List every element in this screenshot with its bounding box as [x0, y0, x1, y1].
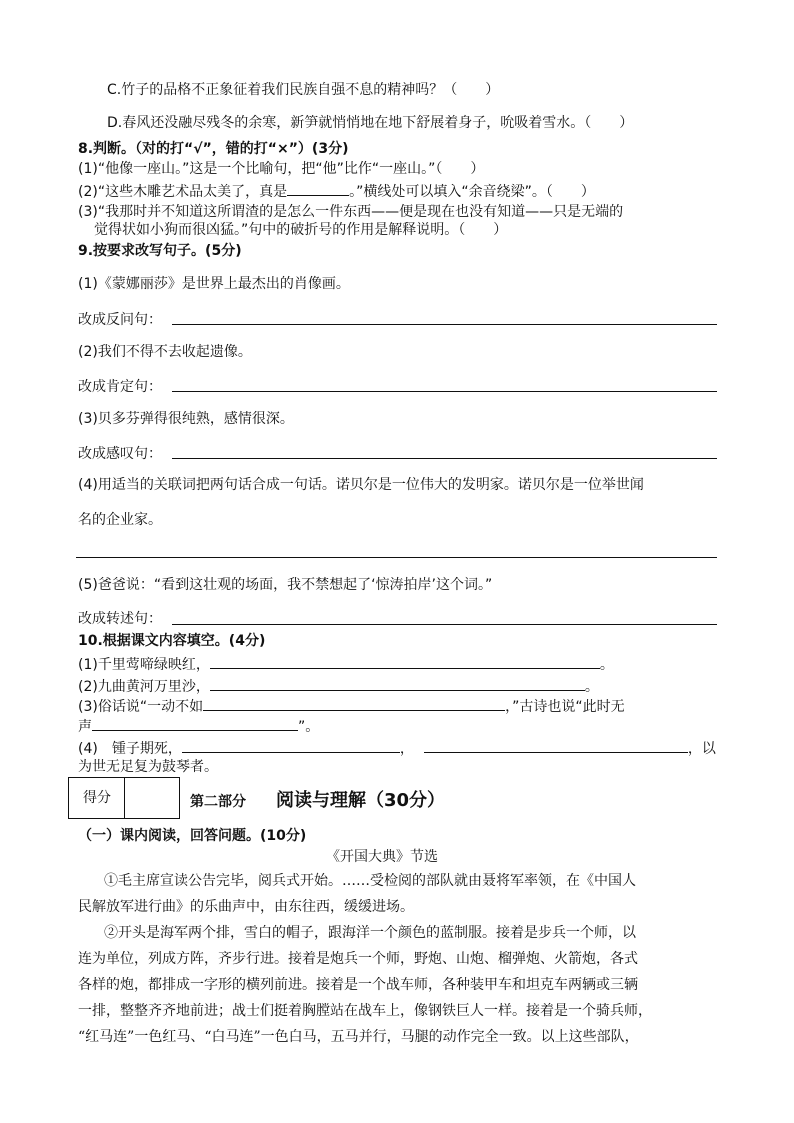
q9-title: 9.按要求改写句子。(5分)	[78, 243, 242, 259]
q8-item-2-blank[interactable]	[287, 181, 349, 196]
q10-blank-1[interactable]	[210, 654, 600, 669]
q10-line-1-end: 。	[599, 657, 614, 673]
passage-line: ②开头是海军两个排，雪白的帽子，跟海洋一个颜色的蓝制服。接着是步兵一个师，以	[104, 925, 636, 941]
q10-line-3-text-d: ”。	[298, 719, 320, 735]
q7-option-d: D.春风还没融尽残冬的余寒，新笋就悄悄地在地下舒展着身子，吮吸着雪水。（ ）	[107, 115, 634, 131]
q9-prompt-1: 改成反问句：	[78, 312, 162, 328]
passage-line: 各样的炮，都排成一字形的横列前进。接着是一个战车师，各种装甲车和坦克车两辆或三辆	[78, 977, 638, 993]
q9-answer-line-5[interactable]	[172, 624, 717, 625]
q8-item-3-line-2: 觉得状如小狗而很凶猛。”句中的破折号的作用是解释说明。（ ）	[94, 222, 508, 238]
passage-line: 连为单位，列成方阵，齐步行进。接着是炮兵一个师，野炮、山炮、榴弹炮、火箭炮，各式	[78, 951, 638, 967]
q9-prompt-3: 改成感叹句：	[78, 446, 162, 462]
section-title: 阅读与理解（30分）	[276, 790, 446, 811]
q10-line-2-text: (2)九曲黄河万里沙，	[78, 679, 210, 695]
q9-prompt-5: 改成转述句：	[78, 611, 162, 627]
q9-sentence-2: (2)我们不得不去收起遗像。	[78, 344, 252, 360]
passage-line: 民解放军进行曲》的乐曲声中，由东往西，缓缓进场。	[78, 899, 414, 915]
q10-line-3	[78, 696, 625, 716]
q10-line-3-text-a: (3)俗话说“一动不如	[78, 699, 204, 715]
q10-blank-2[interactable]	[210, 676, 585, 691]
q10-blank-3[interactable]	[203, 696, 505, 711]
q10-line-1-text: (1)千里莺啼绿映红，	[78, 657, 210, 673]
q10-blank-4[interactable]	[92, 716, 298, 731]
q8-item-1: (1)“他像一座山。”这是一个比喻句，把“他”比作“一座山。”（ ）	[78, 161, 485, 177]
q10-line-4-cont: 为世无足复为鼓琴者。	[78, 759, 218, 775]
q8-title: 8.判断。（对的打“√”，错的打“×”）(3分)	[78, 141, 349, 157]
q10-title: 10.根据课文内容填空。(4分)	[78, 633, 266, 649]
passage-title: 《开国大典》节选	[326, 849, 438, 865]
q10-line-3-cont	[78, 716, 319, 736]
score-box	[68, 777, 180, 819]
q10-line-4-text-b: ，	[399, 741, 414, 757]
q8-item-2	[78, 181, 595, 201]
reading-heading: （一）课内阅读，回答问题。(10分)	[78, 828, 307, 844]
passage-line: 一排，整整齐齐地前进；战士们挺着胸膛站在战车上，像钢铁巨人一样。接着是一个骑兵师，	[78, 1003, 652, 1019]
q10-line-3-text-c: 声	[78, 719, 92, 735]
q9-sentence-4-line-2: 名的企业家。	[78, 512, 162, 528]
q10-line-2-end: 。	[584, 679, 599, 695]
q9-sentence-4-line-1: (4)用适当的关联词把两句话合成一句话。诺贝尔是一位伟大的发明家。诺贝尔是一位举世闻	[78, 477, 644, 493]
q9-sentence-1: (1)《蒙娜丽莎》是世界上最杰出的肖像画。	[78, 276, 350, 292]
q9-answer-line-2[interactable]	[172, 391, 717, 392]
q9-answer-line-3[interactable]	[172, 458, 717, 459]
q10-line-4	[78, 738, 716, 758]
q9-answer-line-4[interactable]	[76, 557, 717, 558]
passage-line: “红马连”一色红马、“白马连”一色白马，五马并行，马腿的动作完全一致。以上这些部队，	[78, 1029, 639, 1045]
q10-blank-6[interactable]	[424, 738, 688, 753]
q10-line-4-text-c: ，以	[687, 741, 716, 757]
q10-line-2	[78, 676, 599, 696]
score-label: 得分	[83, 790, 111, 806]
section-part-label: 第二部分	[190, 794, 246, 810]
q8-item-3-line-1: (3)“我那时并不知道这所谓渣的是怎么一件东西——便是现在也没有知道——只是无端的	[78, 204, 624, 220]
q9-prompt-2: 改成肯定句：	[78, 379, 162, 395]
q8-item-2-text-b: 。”横线处可以填入“余音绕梁”。（ ）	[349, 184, 595, 200]
q8-item-2-text-a: (2)“这些木雕艺术品太美了，真是	[78, 184, 288, 200]
q9-sentence-3: (3)贝多芬弹得很纯熟，感情很深。	[78, 411, 294, 427]
q10-blank-5[interactable]	[182, 738, 400, 753]
q9-sentence-5: (5)爸爸说：“看到这壮观的场面，我不禁想起了‘惊涛拍岸’这个词。”	[78, 577, 493, 593]
q10-line-1	[78, 654, 614, 674]
q10-line-3-text-b: ，”古诗也说“此时无	[505, 699, 625, 715]
q10-line-4-text-a: (4) 锺子期死，	[78, 741, 182, 757]
q9-answer-line-1[interactable]	[172, 324, 717, 325]
score-input[interactable]	[126, 780, 177, 816]
passage-line: ①毛主席宣读公告完毕，阅兵式开始。……受检阅的部队就由聂将军率领，在《中国人	[104, 873, 636, 889]
q7-option-c: C.竹子的品格不正象征着我们民族自强不息的精神吗？（ ）	[107, 82, 500, 98]
score-box-divider	[124, 778, 125, 818]
